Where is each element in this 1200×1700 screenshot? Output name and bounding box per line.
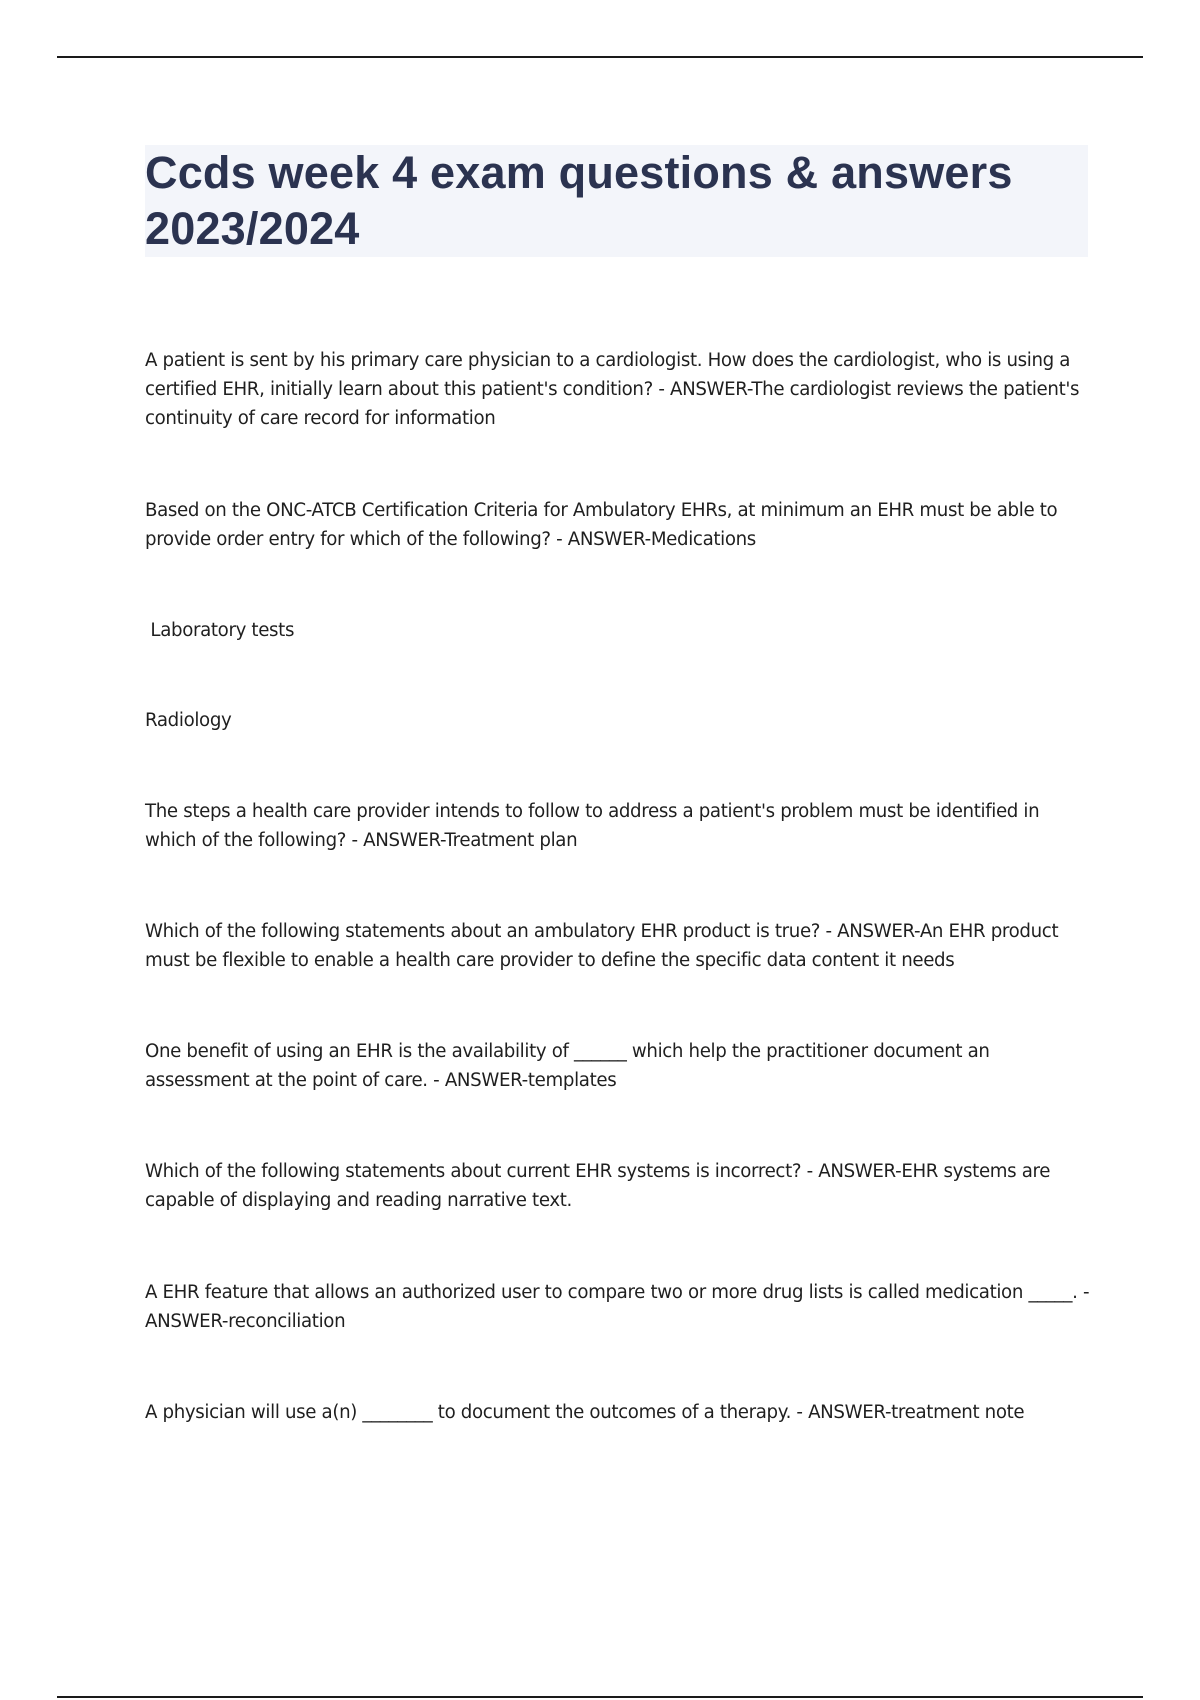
qa-paragraph-1: A patient is sent by his primary care physician to a cardiologist. How does the cardiologist, who is using a certified EHR, initially learn about this patient's condition? - ANSWER-The cardiologist reviews the patient's continuity of care record for information <box>145 350 1080 429</box>
top-rule <box>57 56 1143 58</box>
qa-paragraph-10: A physician will use a(n) ________ to document the outcomes of a therapy. - ANSWER-treatment note <box>145 1402 1025 1423</box>
qa-paragraph-9: A EHR feature that allows an authorized user to compare two or more drug lists is called medication _____. - ANSWER-reconciliation <box>145 1282 1090 1332</box>
qa-paragraph-5: The steps a health care provider intends to follow to address a patient's problem must be identified in which of the following? - ANSWER-Treatment plan <box>145 801 1040 851</box>
qa-paragraph-2: Based on the ONC-ATCB Certification Criteria for Ambulatory EHRs, at minimum an EHR must be able to provide order entry for which of the following? - ANSWER-Medications <box>145 500 1058 550</box>
title-banner <box>145 145 1088 257</box>
document-title: Ccds week 4 exam questions & answers 2023/2024 <box>145 147 1013 254</box>
bottom-rule <box>57 1696 1143 1698</box>
qa-paragraph-4: Radiology <box>145 710 232 731</box>
qa-paragraph-7: One benefit of using an EHR is the availability of ______ which help the practitioner document an assessment at the point of care. - ANSWER-templates <box>145 1041 990 1091</box>
qa-paragraph-6: Which of the following statements about an ambulatory EHR product is true? - ANSWER-An EHR product must be flexible to enable a health care provider to define the specific data content it needs <box>145 921 1059 971</box>
qa-paragraph-3: Laboratory tests <box>145 620 295 641</box>
qa-paragraph-8: Which of the following statements about current EHR systems is incorrect? - ANSWER-EHR systems are capable of displaying and reading narrative text. <box>145 1161 1051 1211</box>
